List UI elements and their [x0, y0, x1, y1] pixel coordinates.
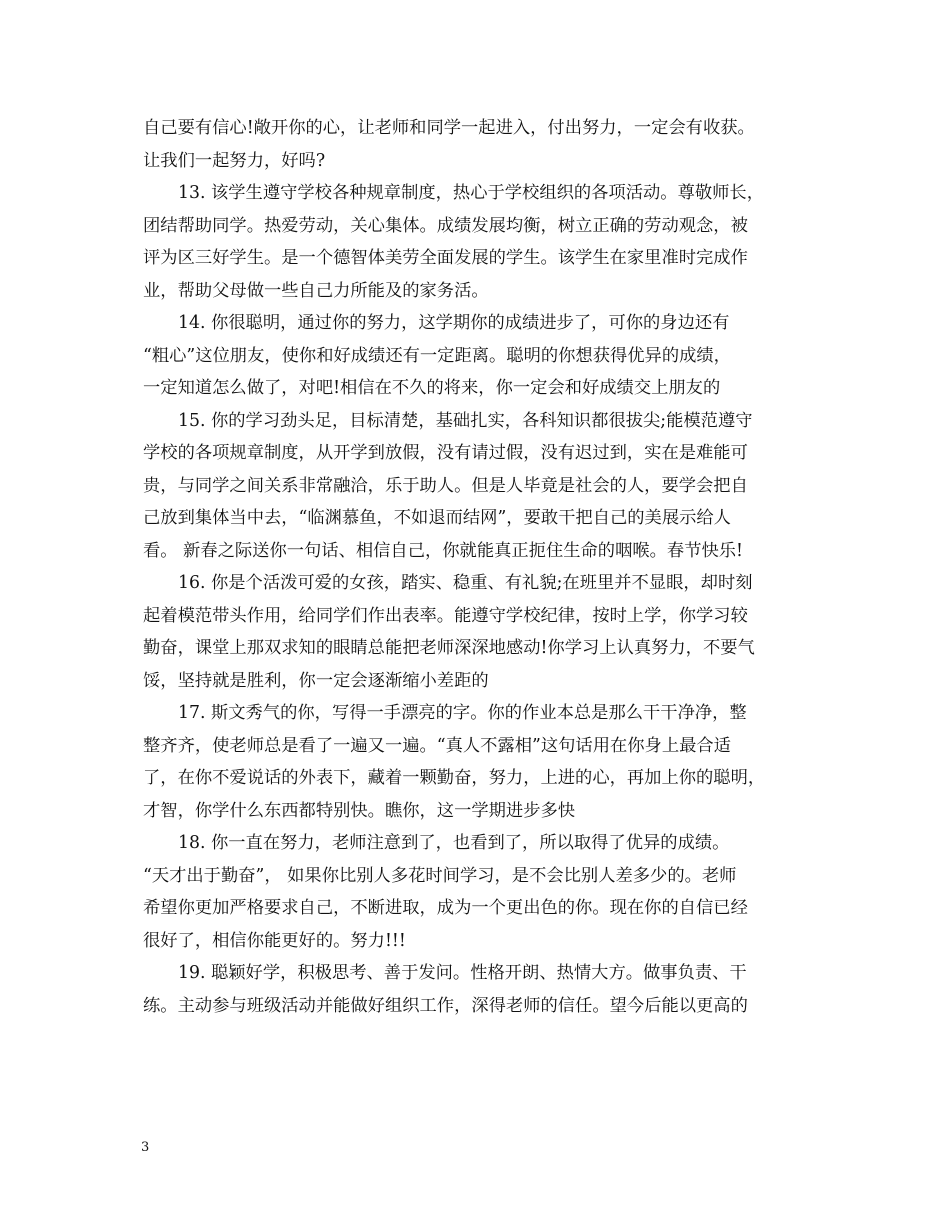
text-line: 19. 聪颖好学，积极思考、善于发问。性格开朗、热情大方。做事负责、干	[178, 963, 747, 983]
text-line: 贵，与同学之间关系非常融洽，乐于助人。但是人毕竟是社会的人，要学会把自	[143, 475, 748, 496]
paragraph-13	[143, 177, 828, 307]
text-line: “天才出于勤奋”， 如果你比别人多花时间学习，是不会比别人差多少的。老师	[143, 865, 737, 886]
text-line: 业，帮助父母做一些自己力所能及的家务活。	[143, 280, 489, 301]
paragraph-continuation	[143, 112, 828, 177]
text-line: 自己要有信心!敞开你的心，让老师和同学一起进入，付出努力，一定会有收获。	[143, 118, 755, 138]
text-line: 勤奋，课堂上那双求知的眼睛总能把老师深深地感动!你学习上认真努力，不要气	[143, 638, 755, 658]
body-text	[143, 112, 828, 1022]
text-line: 己放到集体当中去，“临渊慕鱼，不如退而结网”，要敢干把自己的美展示给人	[143, 508, 731, 528]
paragraph-18	[143, 827, 828, 957]
text-line: 看。 新春之际送你一句话、相信自己，你就能真正扼住生命的咽喉。春节快乐!	[143, 540, 744, 561]
text-line: “粗心”这位朋友，使你和好成绩还有一定距离。聪明的你想获得优异的成绩，	[143, 345, 731, 366]
text-line: 让我们一起努力，好吗?	[143, 150, 326, 171]
text-line: 学校的各项规章制度，从开学到放假，没有请过假，没有迟过到，实在是难能可	[143, 443, 748, 463]
paragraph-19	[143, 957, 828, 1022]
text-line: 一定知道怎么做了，对吧!相信在不久的将来，你一定会和好成绩交上朋友的	[143, 378, 721, 398]
text-line: 18. 你一直在努力，老师注意到了，也看到了，所以取得了优异的成绩。	[178, 833, 730, 853]
text-line: 起着模范带头作用，给同学们作出表率。能遵守学校纪律，按时上学，你学习较	[143, 605, 748, 626]
paragraph-14	[143, 307, 828, 405]
text-line: 13. 该学生遵守学校各种规章制度，热心于学校组织的各项活动。尊敬师长，	[178, 183, 764, 203]
text-line: 评为区三好学生。是一个德智体美劳全面发展的学生。该学生在家里准时完成作	[143, 248, 748, 268]
text-line: 很好了，相信你能更好的。努力!!!	[143, 930, 406, 951]
text-line: 希望你更加严格要求自己，不断进取，成为一个更出色的你。现在你的自信已经	[143, 898, 748, 918]
paragraph-17	[143, 697, 828, 827]
text-line: 15. 你的学习劲头足，目标清楚，基础扎实，各科知识都很拔尖;能模范遵守	[178, 410, 753, 431]
text-line: 整齐齐，使老师总是看了一遍又一遍。“真人不露相”这句话用在你身上最合适	[143, 735, 731, 756]
text-line: 才智，你学什么东西都特别快。瞧你，这一学期进步多快	[143, 800, 576, 821]
page-number: 3	[141, 1140, 150, 1155]
paragraph-15	[143, 405, 828, 568]
text-line: 馁，坚持就是胜利，你一定会逐渐缩小差距的	[143, 670, 489, 691]
text-line: 14. 你很聪明，通过你的努力，这学期你的成绩进步了，可你的身边还有	[178, 313, 730, 333]
text-line: 了，在你不爱说话的外表下，藏着一颗勤奋，努力，上进的心，再加上你的聪明，	[143, 768, 766, 788]
text-line: 16. 你是个活泼可爱的女孩，踏实、稳重、有礼貌;在班里并不显眼，却时刻	[178, 573, 753, 593]
text-line: 练。主动参与班级活动并能做好组织工作，深得老师的信任。望今后能以更高的	[143, 995, 748, 1016]
text-line: 17. 斯文秀气的你，写得一手漂亮的字。你的作业本总是那么干干净净，整	[178, 703, 747, 723]
paragraph-16	[143, 567, 828, 697]
text-line: 团结帮助同学。热爱劳动，关心集体。成绩发展均衡，树立正确的劳动观念，被	[143, 215, 748, 236]
